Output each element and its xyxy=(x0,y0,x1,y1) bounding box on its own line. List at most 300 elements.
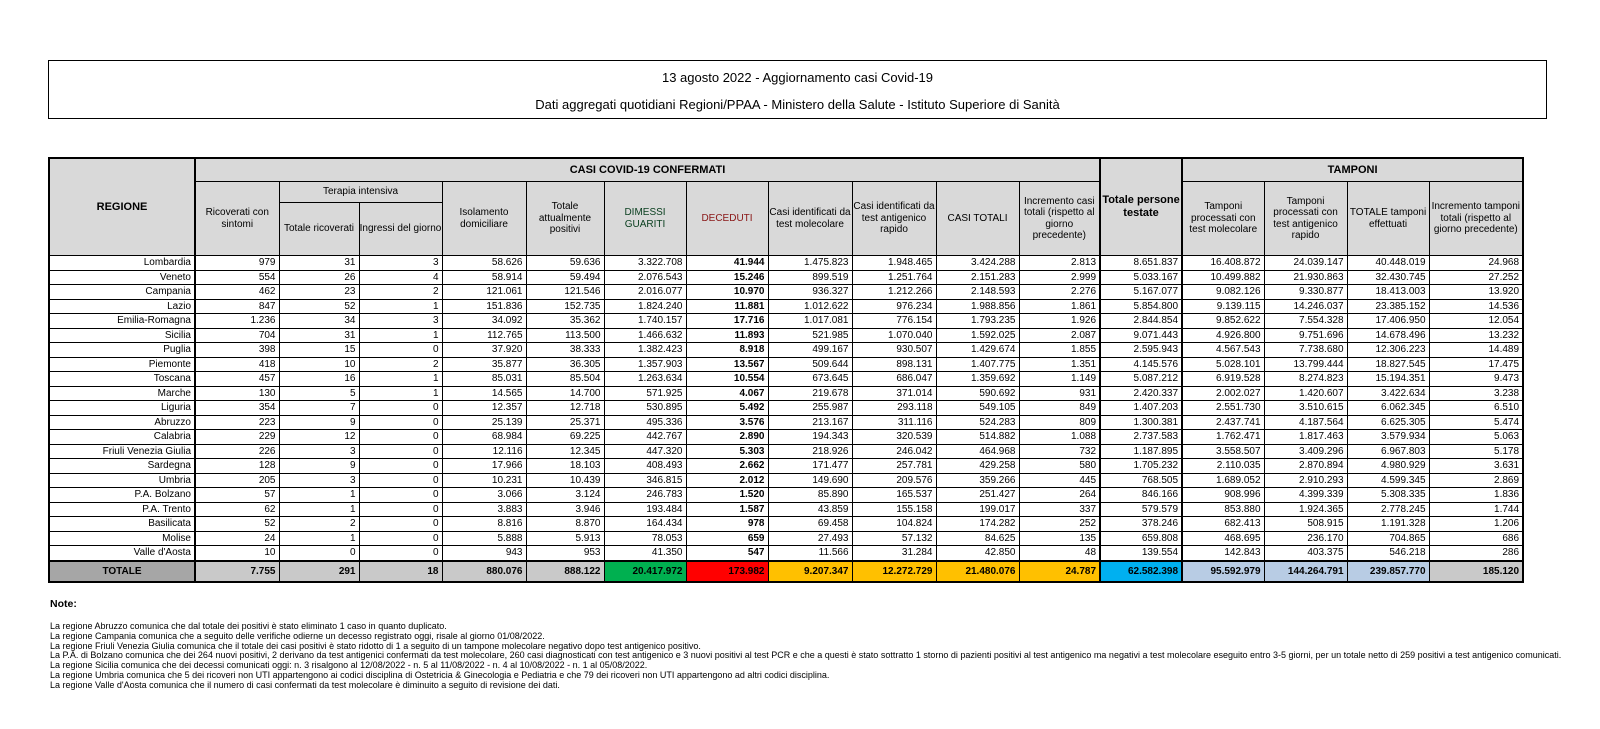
value-cell: 1.017.081 xyxy=(768,314,852,329)
value-cell: 2 xyxy=(279,517,359,532)
title-line-2: Dati aggregati quotidiani Regioni/PPAA - Ministero della Salute - Istituto Superiore di Sanità xyxy=(535,97,1060,112)
region-row xyxy=(49,517,1523,532)
note-line: La P.A. di Bolzano comunica che dei 264 nuovi positivi, 2 derivano da test antigenici confermati da test molecolare, 260 casi diagnosticati con test antigenico e 3 nuovi positivi al test PCR e che a questi è stato sottratto 1 storno di pazienti positivi al test antigenico ma negativi a test molecolare eseguito entro 3-5 giorni, per un totale netto di 259 positivi a test antigenico comunicati. xyxy=(50,650,1562,661)
value-cell: 1.300.381 xyxy=(1100,415,1182,430)
value-cell: 1.988.856 xyxy=(936,299,1019,314)
value-cell: 976.234 xyxy=(852,299,936,314)
total-value-cell: 880.076 xyxy=(442,561,526,582)
value-cell: 135 xyxy=(1019,531,1100,546)
value-cell: 2.595.943 xyxy=(1100,343,1182,358)
value-cell: 2.437.741 xyxy=(1182,415,1264,430)
region-row xyxy=(49,285,1523,300)
value-cell: 27.493 xyxy=(768,531,852,546)
value-cell: 10 xyxy=(195,546,279,561)
value-cell: 1.191.328 xyxy=(1347,517,1429,532)
value-cell: 9.139.115 xyxy=(1182,299,1264,314)
value-cell: 155.158 xyxy=(852,502,936,517)
value-cell: 68.984 xyxy=(442,430,526,445)
value-cell: 1 xyxy=(359,328,442,343)
region-row xyxy=(49,386,1523,401)
total-value-cell: 24.787 xyxy=(1019,561,1100,582)
value-cell: 1 xyxy=(279,488,359,503)
region-row xyxy=(49,299,1523,314)
value-cell: 58.914 xyxy=(442,270,526,285)
value-cell: 2.012 xyxy=(686,473,768,488)
value-cell: 10.554 xyxy=(686,372,768,387)
title-line-1: 13 agosto 2022 - Aggiornamento casi Covid-19 xyxy=(661,70,933,85)
value-cell: 10 xyxy=(279,357,359,372)
value-cell: 84.625 xyxy=(936,531,1019,546)
value-cell: 5.028.101 xyxy=(1182,357,1264,372)
value-cell: 12.306.223 xyxy=(1347,343,1429,358)
value-cell: 686 xyxy=(1429,531,1523,546)
region-row xyxy=(49,328,1523,343)
header-totale-persone-testate: Totale persone testate xyxy=(1100,158,1182,256)
value-cell: 13.232 xyxy=(1429,328,1523,343)
value-cell: 12.345 xyxy=(526,444,604,459)
total-value-cell: 185.120 xyxy=(1429,561,1523,582)
region-name-cell: Emilia-Romagna xyxy=(49,314,195,329)
value-cell: 3.322.708 xyxy=(604,256,686,271)
value-cell: 1.236 xyxy=(195,314,279,329)
value-cell: 252 xyxy=(1019,517,1100,532)
region-row xyxy=(49,430,1523,445)
value-cell: 5.492 xyxy=(686,401,768,416)
value-cell: 23.385.152 xyxy=(1347,299,1429,314)
header-ricoverati-sintomi: Ricoverati con sintomi xyxy=(195,182,279,256)
value-cell: 931 xyxy=(1019,386,1100,401)
value-cell: 1.382.423 xyxy=(604,343,686,358)
value-cell: 408.493 xyxy=(604,459,686,474)
covid-table xyxy=(48,157,1524,583)
value-cell: 5.913 xyxy=(526,531,604,546)
region-name-cell: Veneto xyxy=(49,270,195,285)
value-cell: 4.145.576 xyxy=(1100,357,1182,372)
total-value-cell: 888.122 xyxy=(526,561,604,582)
value-cell: 2.420.337 xyxy=(1100,386,1182,401)
value-cell: 3.631 xyxy=(1429,459,1523,474)
region-name-cell: Calabria xyxy=(49,430,195,445)
value-cell: 62 xyxy=(195,502,279,517)
value-cell: 25.139 xyxy=(442,415,526,430)
value-cell: 7.554.328 xyxy=(1264,314,1347,329)
value-cell: 898.131 xyxy=(852,357,936,372)
value-cell: 40.448.019 xyxy=(1347,256,1429,271)
value-cell: 1.357.903 xyxy=(604,357,686,372)
value-cell: 3 xyxy=(279,444,359,459)
value-cell: 2.016.077 xyxy=(604,285,686,300)
value-cell: 11.893 xyxy=(686,328,768,343)
region-name-cell: Abruzzo xyxy=(49,415,195,430)
value-cell: 27.252 xyxy=(1429,270,1523,285)
value-cell: 142.843 xyxy=(1182,546,1264,561)
value-cell: 11.566 xyxy=(768,546,852,561)
value-cell: 7 xyxy=(279,401,359,416)
header-tamponi-molecolare: Tamponi processati con test molecolare xyxy=(1182,182,1264,256)
total-value-cell: 18 xyxy=(359,561,442,582)
value-cell: 3.946 xyxy=(526,502,604,517)
note-line: La regione Umbria comunica che 5 dei ricoveri non UTI appartengono ai codici disciplina di Ostetricia & Ginecologia e Pediatria e che 79 dei ricoveri non UTI appartengono ad altri codici disciplina. xyxy=(50,669,830,680)
value-cell: 371.014 xyxy=(852,386,936,401)
note-line: La regione Campania comunica che a seguito delle verifiche odierne un decesso registrato oggi, risale al giorno 01/08/2022. xyxy=(50,630,545,641)
value-cell: 2.276 xyxy=(1019,285,1100,300)
total-value-cell: 9.207.347 xyxy=(768,561,852,582)
value-cell: 853.880 xyxy=(1182,502,1264,517)
value-cell: 5.474 xyxy=(1429,415,1523,430)
value-cell: 128 xyxy=(195,459,279,474)
total-value-cell: 12.272.729 xyxy=(852,561,936,582)
region-row xyxy=(49,531,1523,546)
value-cell: 264 xyxy=(1019,488,1100,503)
value-cell: 14.246.037 xyxy=(1264,299,1347,314)
value-cell: 10.499.882 xyxy=(1182,270,1264,285)
value-cell: 3.409.296 xyxy=(1264,444,1347,459)
value-cell: 1.793.235 xyxy=(936,314,1019,329)
value-cell: 908.996 xyxy=(1182,488,1264,503)
value-cell: 311.116 xyxy=(852,415,936,430)
value-cell: 1 xyxy=(359,372,442,387)
note-line: La regione Friuli Venezia Giulia comunica che il totale dei casi positivi è stato ridotto di 1 a seguito di un tampone molecolare negativo dopo test antigenico positivo. xyxy=(50,640,701,651)
total-row xyxy=(49,561,1523,582)
value-cell: 31 xyxy=(279,328,359,343)
value-cell: 464.968 xyxy=(936,444,1019,459)
value-cell: 229 xyxy=(195,430,279,445)
value-cell: 346.815 xyxy=(604,473,686,488)
value-cell: 590.692 xyxy=(936,386,1019,401)
value-cell: 979 xyxy=(195,256,279,271)
value-cell: 6.062.345 xyxy=(1347,401,1429,416)
value-cell: 1.705.232 xyxy=(1100,459,1182,474)
value-cell: 1.149 xyxy=(1019,372,1100,387)
value-cell: 1.855 xyxy=(1019,343,1100,358)
header-terapia-intensiva: Terapia intensiva xyxy=(279,182,442,203)
header-tamponi-antigenico: Tamponi processati con test antigenico rapido xyxy=(1264,182,1347,256)
value-cell: 31.284 xyxy=(852,546,936,561)
value-cell: 2.999 xyxy=(1019,270,1100,285)
value-cell: 846.166 xyxy=(1100,488,1182,503)
value-cell: 359.266 xyxy=(936,473,1019,488)
value-cell: 462 xyxy=(195,285,279,300)
value-cell: 1.762.471 xyxy=(1182,430,1264,445)
value-cell: 24.968 xyxy=(1429,256,1523,271)
value-cell: 1.587 xyxy=(686,502,768,517)
value-cell: 847 xyxy=(195,299,279,314)
region-row xyxy=(49,314,1523,329)
value-cell: 3.124 xyxy=(526,488,604,503)
region-name-cell: Molise xyxy=(49,531,195,546)
value-cell: 9 xyxy=(279,459,359,474)
value-cell: 1 xyxy=(279,502,359,517)
value-cell: 2.870.894 xyxy=(1264,459,1347,474)
region-row xyxy=(49,473,1523,488)
value-cell: 36.305 xyxy=(526,357,604,372)
value-cell: 547 xyxy=(686,546,768,561)
value-cell: 112.765 xyxy=(442,328,526,343)
value-cell: 12.054 xyxy=(1429,314,1523,329)
value-cell: 5.063 xyxy=(1429,430,1523,445)
value-cell: 2.076.543 xyxy=(604,270,686,285)
value-cell: 23 xyxy=(279,285,359,300)
value-cell: 0 xyxy=(359,473,442,488)
value-cell: 5.087.212 xyxy=(1100,372,1182,387)
value-cell: 4.599.345 xyxy=(1347,473,1429,488)
value-cell: 571.925 xyxy=(604,386,686,401)
value-cell: 85.890 xyxy=(768,488,852,503)
value-cell: 38.333 xyxy=(526,343,604,358)
value-cell: 113.500 xyxy=(526,328,604,343)
total-value-cell: 173.982 xyxy=(686,561,768,582)
note-line: La regione Sicilia comunica che dei decessi comunicati oggi: n. 3 risalgono al 12/08/2022 - n. 5 al 11/08/2022 - n. 4 al 10/08/2022 - n. 1 al 05/08/2022. xyxy=(50,660,648,671)
value-cell: 1.740.157 xyxy=(604,314,686,329)
value-cell: 442.767 xyxy=(604,430,686,445)
value-cell: 59.494 xyxy=(526,270,604,285)
value-cell: 0 xyxy=(279,546,359,561)
header-totale-attualmente-positivi: Totale attualmente positivi xyxy=(526,182,604,256)
value-cell: 13.567 xyxy=(686,357,768,372)
value-cell: 18.827.545 xyxy=(1347,357,1429,372)
region-row xyxy=(49,357,1523,372)
region-name-cell: Sardegna xyxy=(49,459,195,474)
value-cell: 35.877 xyxy=(442,357,526,372)
value-cell: 2 xyxy=(359,357,442,372)
value-cell: 5.033.167 xyxy=(1100,270,1182,285)
value-cell: 31 xyxy=(279,256,359,271)
value-cell: 0 xyxy=(359,415,442,430)
total-value-cell: 144.264.791 xyxy=(1264,561,1347,582)
value-cell: 48 xyxy=(1019,546,1100,561)
banner-tamponi: TAMPONI xyxy=(1182,158,1523,182)
value-cell: 554 xyxy=(195,270,279,285)
value-cell: 1 xyxy=(359,386,442,401)
value-cell: 251.427 xyxy=(936,488,1019,503)
value-cell: 21.930.863 xyxy=(1264,270,1347,285)
value-cell: 149.690 xyxy=(768,473,852,488)
value-cell: 12 xyxy=(279,430,359,445)
value-cell: 17.475 xyxy=(1429,357,1523,372)
value-cell: 673.645 xyxy=(768,372,852,387)
value-cell: 2.869 xyxy=(1429,473,1523,488)
value-cell: 5.854.800 xyxy=(1100,299,1182,314)
value-cell: 378.246 xyxy=(1100,517,1182,532)
value-cell: 1.359.692 xyxy=(936,372,1019,387)
value-cell: 8.918 xyxy=(686,343,768,358)
value-cell: 849 xyxy=(1019,401,1100,416)
value-cell: 41.944 xyxy=(686,256,768,271)
value-cell: 18.413.003 xyxy=(1347,285,1429,300)
value-cell: 57.132 xyxy=(852,531,936,546)
value-cell: 1.206 xyxy=(1429,517,1523,532)
value-cell: 9.852.622 xyxy=(1182,314,1264,329)
region-row xyxy=(49,343,1523,358)
value-cell: 776.154 xyxy=(852,314,936,329)
total-value-cell: 95.592.979 xyxy=(1182,561,1264,582)
value-cell: 151.836 xyxy=(442,299,526,314)
value-cell: 3.576 xyxy=(686,415,768,430)
value-cell: 508.915 xyxy=(1264,517,1347,532)
value-cell: 25.371 xyxy=(526,415,604,430)
value-cell: 15.246 xyxy=(686,270,768,285)
value-cell: 32.430.745 xyxy=(1347,270,1429,285)
value-cell: 52 xyxy=(195,517,279,532)
value-cell: 0 xyxy=(359,517,442,532)
value-cell: 3.558.507 xyxy=(1182,444,1264,459)
value-cell: 85.031 xyxy=(442,372,526,387)
value-cell: 121.546 xyxy=(526,285,604,300)
value-cell: 1.420.607 xyxy=(1264,386,1347,401)
value-cell: 495.336 xyxy=(604,415,686,430)
value-cell: 9.751.696 xyxy=(1264,328,1347,343)
value-cell: 14.700 xyxy=(526,386,604,401)
value-cell: 0 xyxy=(359,459,442,474)
total-value-cell: 7.755 xyxy=(195,561,279,582)
value-cell: 1.948.465 xyxy=(852,256,936,271)
region-name-cell: Valle d'Aosta xyxy=(49,546,195,561)
value-cell: 257.781 xyxy=(852,459,936,474)
value-cell: 468.695 xyxy=(1182,531,1264,546)
value-cell: 37.920 xyxy=(442,343,526,358)
value-cell: 3.883 xyxy=(442,502,526,517)
value-cell: 194.343 xyxy=(768,430,852,445)
header-incremento-casi: Incremento casi totali (rispetto al giorno precedente) xyxy=(1019,182,1100,256)
header-ti-ingressi-giorno: Ingressi del giorno xyxy=(359,203,442,256)
value-cell: 246.783 xyxy=(604,488,686,503)
region-name-cell: Friuli Venezia Giulia xyxy=(49,444,195,459)
value-cell: 12.357 xyxy=(442,401,526,416)
value-cell: 85.504 xyxy=(526,372,604,387)
header-casi-test-antigenico: Casi identificati da test antigenico rapido xyxy=(852,182,936,256)
value-cell: 171.477 xyxy=(768,459,852,474)
header-incremento-tamponi: Incremento tamponi totali (rispetto al giorno precedente) xyxy=(1429,182,1523,256)
value-cell: 4.187.564 xyxy=(1264,415,1347,430)
value-cell: 686.047 xyxy=(852,372,936,387)
header-dimessi-guariti: DIMESSI GUARITI xyxy=(604,182,686,256)
value-cell: 223 xyxy=(195,415,279,430)
value-cell: 943 xyxy=(442,546,526,561)
value-cell: 1.689.052 xyxy=(1182,473,1264,488)
value-cell: 52 xyxy=(279,299,359,314)
value-cell: 10.439 xyxy=(526,473,604,488)
value-cell: 0 xyxy=(359,430,442,445)
value-cell: 2.737.583 xyxy=(1100,430,1182,445)
value-cell: 1 xyxy=(279,531,359,546)
value-cell: 17.966 xyxy=(442,459,526,474)
value-cell: 205 xyxy=(195,473,279,488)
region-name-cell: Marche xyxy=(49,386,195,401)
value-cell: 13.799.444 xyxy=(1264,357,1347,372)
note-line: La regione Valle d'Aosta comunica che il numero di casi confermati da test molecolare è diminuito a seguito di revisione dei dati. xyxy=(50,679,560,690)
value-cell: 9.071.443 xyxy=(1100,328,1182,343)
header-isolamento-domiciliare: Isolamento domiciliare xyxy=(442,182,526,256)
value-cell: 34.092 xyxy=(442,314,526,329)
value-cell: 1.836 xyxy=(1429,488,1523,503)
region-name-cell: Toscana xyxy=(49,372,195,387)
value-cell: 8.274.823 xyxy=(1264,372,1347,387)
value-cell: 1.187.895 xyxy=(1100,444,1182,459)
region-row xyxy=(49,415,1523,430)
value-cell: 14.489 xyxy=(1429,343,1523,358)
value-cell: 2.662 xyxy=(686,459,768,474)
value-cell: 1 xyxy=(359,299,442,314)
table-body xyxy=(49,256,1523,582)
value-cell: 2.813 xyxy=(1019,256,1100,271)
value-cell: 953 xyxy=(526,546,604,561)
value-cell: 7.738.680 xyxy=(1264,343,1347,358)
value-cell: 4.980.929 xyxy=(1347,459,1429,474)
value-cell: 809 xyxy=(1019,415,1100,430)
notes-label: Note: xyxy=(50,598,77,610)
total-value-cell: 239.857.770 xyxy=(1347,561,1429,582)
value-cell: 2.002.027 xyxy=(1182,386,1264,401)
value-cell: 69.225 xyxy=(526,430,604,445)
value-cell: 16 xyxy=(279,372,359,387)
header-row-groups xyxy=(49,182,1523,203)
value-cell: 3.066 xyxy=(442,488,526,503)
value-cell: 509.644 xyxy=(768,357,852,372)
value-cell: 2.778.245 xyxy=(1347,502,1429,517)
value-cell: 8.816 xyxy=(442,517,526,532)
value-cell: 1.263.634 xyxy=(604,372,686,387)
value-cell: 549.105 xyxy=(936,401,1019,416)
value-cell: 1.924.365 xyxy=(1264,502,1347,517)
header-casi-test-molecolare: Casi identificati da test molecolare xyxy=(768,182,852,256)
value-cell: 499.167 xyxy=(768,343,852,358)
value-cell: 337 xyxy=(1019,502,1100,517)
value-cell: 16.408.872 xyxy=(1182,256,1264,271)
value-cell: 1.520 xyxy=(686,488,768,503)
value-cell: 15 xyxy=(279,343,359,358)
notes-lines xyxy=(50,622,1590,691)
region-row xyxy=(49,546,1523,561)
value-cell: 354 xyxy=(195,401,279,416)
region-name-cell: Basilicata xyxy=(49,517,195,532)
value-cell: 6.967.803 xyxy=(1347,444,1429,459)
value-cell: 2.910.293 xyxy=(1264,473,1347,488)
value-cell: 1.407.203 xyxy=(1100,401,1182,416)
value-cell: 17.716 xyxy=(686,314,768,329)
value-cell: 936.327 xyxy=(768,285,852,300)
value-cell: 0 xyxy=(359,444,442,459)
value-cell: 546.218 xyxy=(1347,546,1429,561)
region-name-cell: Liguria xyxy=(49,401,195,416)
value-cell: 1.817.463 xyxy=(1264,430,1347,445)
value-cell: 18.103 xyxy=(526,459,604,474)
value-cell: 1.466.632 xyxy=(604,328,686,343)
value-cell: 659.808 xyxy=(1100,531,1182,546)
value-cell: 139.554 xyxy=(1100,546,1182,561)
value-cell: 3.424.288 xyxy=(936,256,1019,271)
region-row xyxy=(49,488,1523,503)
value-cell: 26 xyxy=(279,270,359,285)
value-cell: 130 xyxy=(195,386,279,401)
value-cell: 978 xyxy=(686,517,768,532)
value-cell: 9 xyxy=(279,415,359,430)
value-cell: 24 xyxy=(195,531,279,546)
value-cell: 682.413 xyxy=(1182,517,1264,532)
value-cell: 1.070.040 xyxy=(852,328,936,343)
region-row xyxy=(49,502,1523,517)
value-cell: 1.012.622 xyxy=(768,299,852,314)
value-cell: 1.088 xyxy=(1019,430,1100,445)
value-cell: 293.118 xyxy=(852,401,936,416)
total-value-cell: 20.417.972 xyxy=(604,561,686,582)
value-cell: 2.151.283 xyxy=(936,270,1019,285)
value-cell: 69.458 xyxy=(768,517,852,532)
banner-casi-confermati: CASI COVID-19 CONFERMATI xyxy=(195,158,1100,182)
value-cell: 3.238 xyxy=(1429,386,1523,401)
region-row xyxy=(49,372,1523,387)
value-cell: 13.920 xyxy=(1429,285,1523,300)
value-cell: 15.194.351 xyxy=(1347,372,1429,387)
